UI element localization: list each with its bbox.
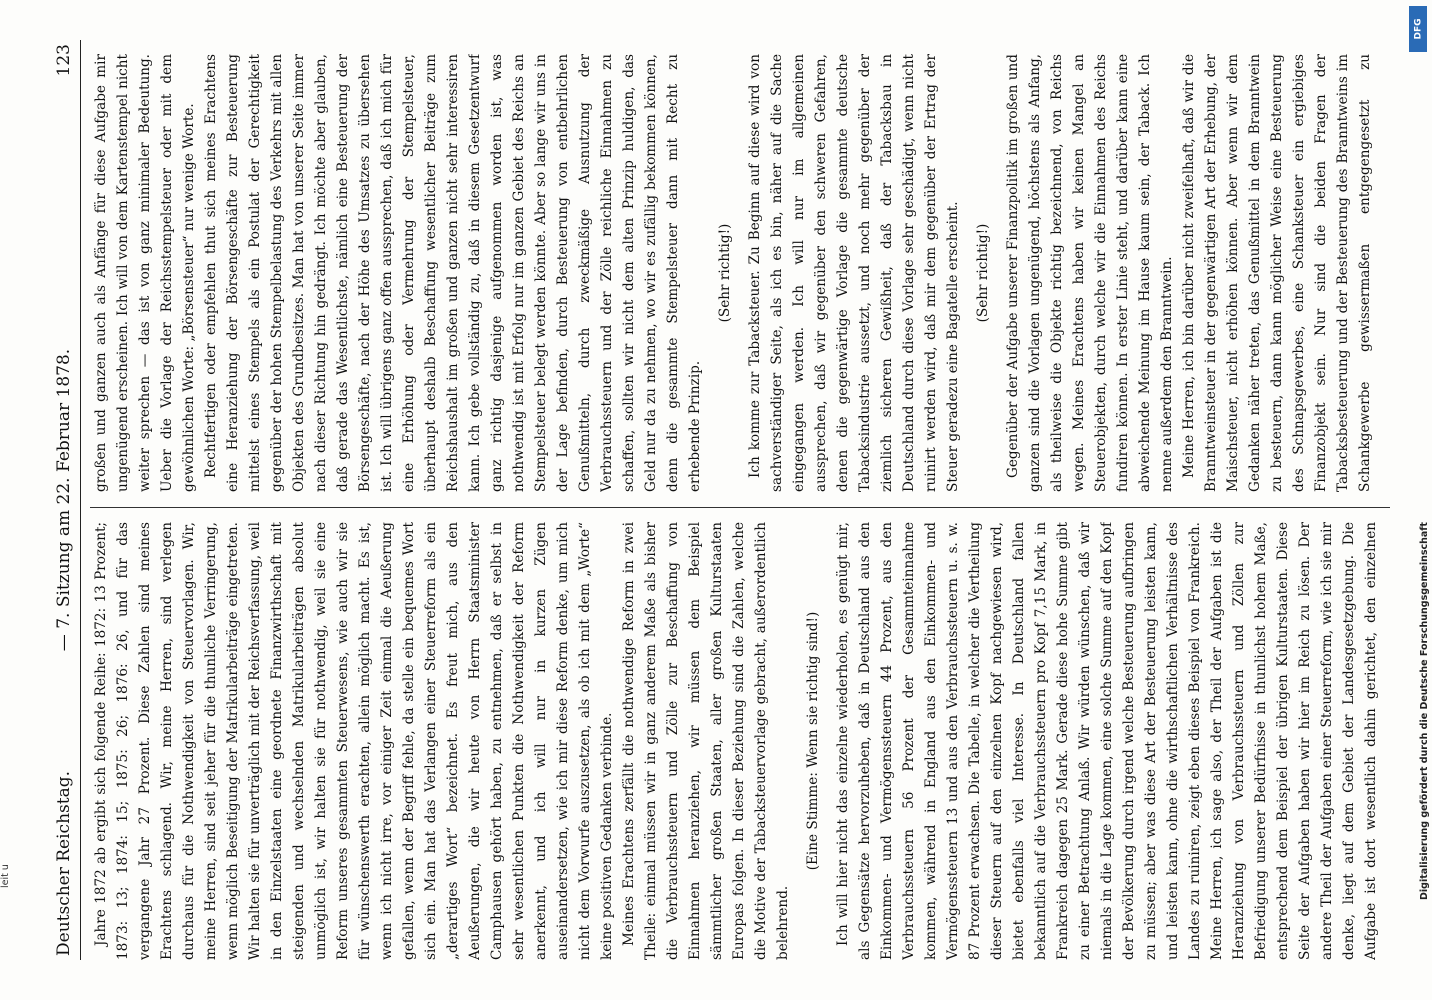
header-session: — 7. Sitzung am 22. Februar 1878. [54,348,74,652]
interjection: (Sehr richtig!) [975,223,991,323]
paragraph: Meines Erachtens zerfällt die nothwendige Reform in zwei Theile: einmal müssen wir in ganz anderem Maße als bisher die Verbrauchssteuern und Zölle zur Beschaffung von Einnahmen heranziehen, wir müssen dem Beispiel sämmtlicher großen Staaten, aller großen Kulturstaaten Europas folgen. In dieser Beziehung sind die Zahlen, welche die Motive der Tabacksteuervorlage gebracht, außerordentlich belehrend. [621,522,791,960]
paragraph: großen und ganzen auch als Anfänge für diese Aufgabe mir ungenügend erscheinen. Ich will von dem Kartenstempel nicht weiter sprechen — das ist von ganz minimaler Bedeutung. Ueber die Vorlage der Reichsstempelsteuer oder mit dem gewöhnlichen Worte: „Börsensteuer“ nur wenige Worte. [93,54,197,492]
column-divider [90,507,1390,508]
dfg-logo: DFG [1409,6,1427,52]
digitization-notice: Digitalisierung gefördert durch die Deutsche Forschungsgemeinschaft [1419,522,1430,900]
paragraph: Ich will hier nicht das einzelne wiederholen, es genügt mir, als Gegensätze hervorzuheben, daß in Deutschland aus den Einkommen- und Vermögenssteuern 44 Prozent, aus den Verbrauchssteuern 56 Prozent der Gesammteinnahme kommen, während in England aus den Einkommen- und Vermögenssteuern 13 und aus den Verbrauchssteuern u. s. w. 87 Prozent erwachsen. Die Tabelle, in welcher die Vertheilung dieser Steuern auf den einzelnen Kopf nachgewiesen wird, bietet ebenfalls viel Interesse. In Deutschland fallen bekanntlich auf die Verbrauchssteuern pro Kopf 7,15 Mark, in Frankreich dagegen 25 Mark. Gerade diese hohe Summe gibt zu einer Betrachtung Anlaß. Wir würden wünschen, daß wir niemals in die Lage kommen, eine solche Summe auf den Kopf der Bevölkerung durch irgend welche Besteuerung aufbringen zu müssen; aber was diese Art der Besteuerung leisten kann, und leisten kann, ohne die wirthschaftlichen Verhältnisse des Landes zu ruiniren, zeigt eben dieses Beispiel von Frankreich. Meine Herren, ich sage also, der Theil der Aufgaben ist die Heranziehung von Verbrauchssteuern und Zöllen zur Befriedigung unserer Bedürfnisse in thunlichst hohem Maße, entsprechend dem Beispiel der übrigen Kulturstaaten. Diese Seite der Aufgaben haben wir hier im Reich zu lösen. Der andere Theil der Aufgaben einer Steuerreform, wie ich sie mir denke, liegt auf dem Gebiet der Landesgesetzgebung. Die Aufgabe ist dort wesentlich dahin gerichtet, den einzelnen [835,522,1379,960]
interjection: (Eine Stimme: Wenn sie richtig sind!) [805,611,821,871]
paragraph: Gegenüber der Aufgabe unserer Finanzpolitik im großen und ganzen sind die Vorlagen ungenügend, höchstens als Anfang, als theilweise die Objekte richtig bezeichnend, von Reichs wegen. Meines Erachtens haben wir keinen Mangel an Steuerobjekten, durch welche wir die Einnahmen des Reichs fundiren können. In erster Linie steht, und darüber kann eine abweichende Meinung im Hause kaum sein, der Taback. Ich nenne außerdem den Branntwein. [1005,54,1175,492]
left-margin-fragment: leit u [0,864,11,888]
paragraph: Meine Herren, ich bin darüber nicht zweifelhaft, daß wir die Branntweinsteuer in der gegenwärtigen Art der Erhebung, der Maischsteuer, nicht erhöhen können. Aber wenn wir dem Gedanken näher treten, das Genußmittel in dem Branntwein zu besteuern, dann kann möglicher Weise eine Besteuerung des Schnapsgewerbes, eine Schanksteuer ein ergiebiges Finanzobjekt sein. Nur sind die beiden Fragen der Tabacksbesteuerung und der Besteuerung des Branntweins im Schankgewerbe gewissermaßen entgegengesetzt zu [1181,54,1373,492]
running-header [50,40,81,960]
interjection: (Sehr richtig!) [717,223,733,323]
page-number: 123 [54,44,74,77]
header-publication: Deutscher Reichstag. [54,771,74,956]
paragraph: Jahre 1872 ab ergibt sich folgende Reihe: 1872: 13 Prozent; 1873: 13; 1874: 15; 1875: 26; 1876: 26, und für das vergangene Jahr 27 Prozent. Diese Zahlen sind meines Erachtens schlagend. Wir, meine Herren, sind verlegen durchaus für die Nothwendigkeit von Steuervorlagen. Wir, meine Herren, sind seit jeher für die thunliche Verringerung, wenn möglich Beseitigung der Matrikularbeiträge eingetreten. Wir halten sie für unverträglich mit der Reichsverfassung, weil in den Einzelstaaten eine geordnete Finanzwirthschaft mit steigenden und wechselnden Matrikularbeiträgen absolut unmöglich ist, wir halten sie für nothwendig, weil sie eine Reform unseres gesammten Steuerwesens, wie auch wir sie für wünschenswerth erachten, allein möglich macht. Es ist, wenn ich nicht irre, vor einiger Zeit einmal die Aeußerung gefallen, wenn der Begriff fehle, da stelle ein bequemes Wort sich ein. Man hat das Verlangen einer Steuerreform als ein „derartiges Wort“ bezeichnet. Es freut mich, aus den Aeußerungen, die wir heute von Herrn Staatsminister Camphausen gehört haben, zu entnehmen, daß er selbst in sehr wesentlichen Punkten die Nothwendigkeit der Reform anerkennt, und ich will nur in kurzen Zügen auseinandersetzen, wie ich mir diese Reform denke, um mich nicht dem Vorwurfe auszusetzen, als ob ich mit dem „Worte“ keine positiven Gedanken verbinde. [93,522,615,960]
paragraph: Ich komme zur Tabacksteuer. Zu Beginn auf diese wird von sachverständiger Seite, als ich es bin, näher auf die Sache eingegangen werden. Ich will nur im allgemeinen aussprechen, daß wir gegenüber den schweren Gefahren, denen die gegenwärtige Vorlage die gesammte deutsche Tabacksindustrie aussetzt, und noch mehr gegenüber der ziemlich sicheren Gewißheit, daß der Tabacksbau in Deutschland durch diese Vorlage sehr geschädigt, wenn nicht ruinirt werden wird, daß mir dem gegenüber der Ertrag der Steuer geradezu eine Bagatelle erscheint. [747,54,961,492]
paragraph: Rechtfertigen oder empfehlen thut sich meines Erachtens eine Heranziehung der Börsengeschäfte zur Besteuerung mittelst eines Stempels als ein Postulat der Gerechtigkeit gegenüber der hohen Stempelbelastung des Verkehrs mit allen Objekten des Grundbesitzes. Man hat von unserer Seite immer nach dieser Richtung hin gedrängt. Ich möchte aber glauben, daß gerade das Wesentlichste, nämlich eine Besteuerung der Börsengeschäfte, nach der Höhe des Umsatzes zu übersehen ist. Ich will übrigens ganz offen aussprechen, daß ich mich für eine Erhöhung oder Vermehrung der Stempelsteuer, überhaupt deshalb Beschaffung wesentlicher Beiträge zum Reichshaushalt im großen und ganzen nicht sehr interessiren kann. Ich gebe vollständig zu, daß in diesem Gesetzentwurf ganz richtig dasjenige aufgenommen worden ist, was nothwendig ist mit Erfolg nur im ganzen Gebiet des Reichs an Stempelsteuer belegt werden könnte. Aber so lange wir uns in der Lage befinden, durch Besteuerung von entbehrlichen Genußmitteln, durch zweckmäßige Ausnutzung der Verbrauchssteuern und der Zölle reichliche Einnahmen zu schaffen, sollten wir nicht dem alten Prinzip huldigen, das Geld nur da zu nehmen, wo wir es zufällig bekommen können, denn die gesammte Stempelsteuer dann mit Recht zu erhebende Prinzip. [203,54,703,492]
rotated-page [50,40,1410,960]
right-column [90,54,1380,492]
left-column [90,522,1380,960]
